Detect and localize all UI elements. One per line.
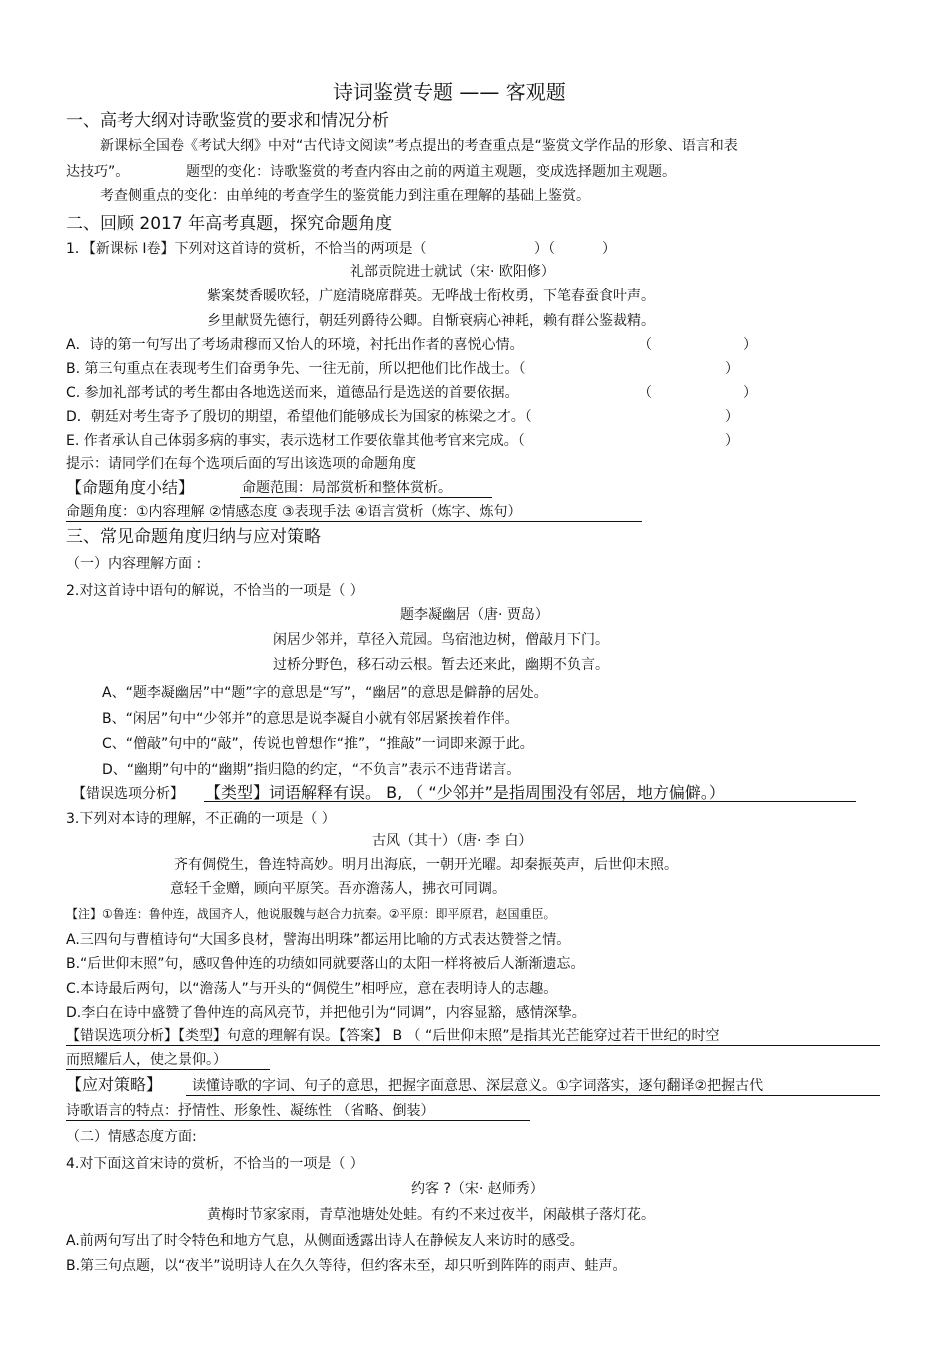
q3-poem-line-2: 意轻千金赠，顾向平原笑。吾亦澹荡人，拂衣可同调。 [170,881,506,897]
q4-poem-line-1: 黄梅时节家家雨，青草池塘处处蛙。有约不来过夜半，闲敲棋子落灯花。 [207,1207,655,1223]
q1-option-a-open-paren: （ [638,337,652,353]
q1-option-a: A．诗的第一句写出了考场肃穆而又怡人的环境，衬托出作者的喜悦心情。 [66,337,524,353]
q1-option-b: B. 第三句重点在表现考生们奋勇争先、一往无前，所以把他们比作战士。（ [66,361,526,377]
q3-error-underline-2 [66,1069,270,1070]
question-angles-underline [66,521,642,522]
q2-option-a: A、“题李凝幽居”中“题”字的意思是“写”，“幽居”的意思是僻静的居处。 [102,685,548,701]
subsection-1-heading: （一）内容理解方面 : [66,556,202,572]
section-2-heading: 二、回顾 2017 年高考真题，探究命题角度 [66,214,393,234]
q2-poem-line-2: 过桥分野色，移石动云根。暂去还来此，幽期不负言。 [273,657,609,673]
q1-option-a-close-paren: ） [743,337,757,353]
q1-option-c-open-paren: （ [638,385,652,401]
q2-poem-title: 题李凝幽居（唐· 贾岛） [400,607,549,623]
section-1-paragraph-1a: 新课标全国卷《考试大纲》中对“古代诗文阅读”考点提出的考查重点是“鉴赏文学作品的形象、语言和表 [100,138,738,154]
q3-annotation: 【注】①鲁连：鲁仲连，战国齐人，他说服魏与赵合力抗秦。②平原：即平原君，赵国重臣。 [66,907,556,921]
q3-poem-title: 古风（其十）（唐· 李 白） [372,833,533,849]
q1-stem-middle: ）（ [534,241,555,257]
strategy-text: 读懂诗歌的字词、句子的意思，把握字面意思、深层意义。①字词落实，逐句翻译②把握古代 [192,1078,764,1094]
section-1-paragraph-2: 考查侧重点的变化：由单纯的考查学生的鉴赏能力到注重在理解的基础上鉴赏。 [100,188,590,204]
section-1-paragraph-1c: 题型的变化：诗歌鉴赏的考查内容由之前的两道主观题，变成选择题加主观题。 [186,164,676,180]
q2-error-label: 【错误选项分析】 [72,786,184,802]
q3-option-d: D.李白在诗中盛赞了鲁仲连的高风亮节，并把他引为“同调”，内容显豁，感情深挚。 [66,1005,586,1021]
strategy-underline-1 [186,1095,880,1096]
q1-poem-line-2: 乡里献贤先德行，朝廷列爵待公卿。自惭衰病心神耗，赖有群公鉴裁精。 [207,313,655,329]
q1-option-c: C. 参加礼部考试的考生都由各地选送而来，道德品行是选送的首要依据。 [66,385,519,401]
q1-hint: 提示：请同学们在每个选项后面的写出该选项的命题角度 [66,456,416,472]
q2-option-b: B、“闲居”句中“少邻并”的意思是说李凝自小就有邻居紧挨着作伴。 [102,711,519,727]
q4-option-b: B.第三句点题，以“夜半”说明诗人在久久等待，但约客未至，却只听到阵阵的雨声、蛙声。 [66,1258,627,1274]
q2-poem-line-1: 闲居少邻并，草径入荒园。鸟宿池边树，僧敲月下门。 [273,632,609,648]
q3-option-c: C.本诗最后两句，以“澹荡人”与开头的“倜傥生”相呼应，意在表明诗人的志趣。 [66,981,558,997]
q2-error-underline [204,801,856,802]
q3-stem: 3.下列对本诗的理解，不正确的一项是（ ） [66,811,336,827]
strategy-underline-2 [66,1120,530,1121]
q1-poem-title: 礼部贡院进士就试（宋· 欧阳修） [350,264,555,280]
section-3-heading: 三、常见命题角度归纳与应对策略 [66,527,321,547]
q2-error-analysis: 【类型】词语解释有误。 B, （ “少邻并”是指周围没有邻居，地方偏僻。） [205,783,725,802]
page-title: 诗词鉴赏专题 —— 客观题 [333,80,566,104]
subsection-2-heading: （二）情感态度方面: [66,1129,197,1145]
q3-poem-line-1: 齐有倜傥生，鲁连特高妙。明月出海底，一朝开光曜。却秦振英声，后世仰末照。 [174,857,678,873]
summary-label: 【命题角度小结】 [66,478,195,497]
q1-option-e: E. 作者承认自己体弱多病的事实，表示选材工作要依靠其他考官来完成。（ [66,433,525,449]
q1-option-d: D．朝廷对考生寄予了殷切的期望，希望他们能够成长为国家的栋梁之才。（ [66,409,532,425]
q2-option-c: C、“僧敲”句中的“敲”，传说也曾想作“推”，“推敲”一词即来源于此。 [102,736,534,752]
q4-poem-title: 约客 ?（宋· 赵师秀） [411,1181,544,1197]
q3-option-b: B.“后世仰末照”句，感叹鲁仲连的功绩如同就要落山的太阳一样将被后人渐渐遗忘。 [66,956,585,972]
q1-option-e-close-paren: ） [725,433,739,449]
q4-stem: 4.对下面这首宋诗的赏析，不恰当的一项是（ ） [66,1156,364,1172]
strategy-label: 【应对策略】 [66,1075,163,1094]
q4-option-a: A.前两句写出了时令特色和地方气息，从侧面透露出诗人在静候友人来访时的感受。 [66,1233,584,1249]
q3-error-analysis-cont: 而照耀后人，使之景仰。） [66,1052,227,1068]
summary-scope-underline [240,497,492,498]
q1-option-d-close-paren: ） [725,409,739,425]
question-angles: 命题角度：①内容理解 ②情感态度 ③表现手法 ④语言赏析（炼字、炼句） [66,504,522,520]
q1-stem-end: ） [602,241,616,257]
q1-stem: 1．【新课标 Ⅰ卷】下列对这首诗的赏析，不恰当的两项是（ [66,241,427,257]
summary-scope: 命题范围：局部赏析和整体赏析。 [242,480,452,496]
section-1-heading: 一、高考大纲对诗歌鉴赏的要求和情况分析 [66,111,389,131]
section-1-paragraph-1b: 达技巧”。 [66,164,130,180]
strategy-text-cont: 诗歌语言的特点：抒情性、形象性、凝练性 （省略、倒装） [66,1103,435,1119]
q3-error-underline-1 [66,1045,880,1046]
q1-option-c-close-paren: ） [743,385,757,401]
q1-poem-line-1: 紫案焚香暖吹轻，广庭清晓席群英。无哗战士衔枚勇，下笔春蚕食叶声。 [207,288,655,304]
q3-option-a: A.三四句与曹植诗句“大国多良材，譬海出明珠”都运用比喻的方式表达赞誉之情。 [66,932,571,948]
q1-option-b-close-paren: ） [725,361,739,377]
q2-stem: 2.对这首诗中语句的解说，不恰当的一项是（ ） [66,583,364,599]
q2-option-d: D、“幽期”句中的“幽期”指归隐的约定，“不负言”表示不违背诺言。 [102,762,521,778]
q3-error-analysis: 【错误选项分析】【类型】句意的理解有误。【答案】 B （ “后世仰末照”是指其光芒能穿过若干世纪的时空 [66,1028,720,1044]
